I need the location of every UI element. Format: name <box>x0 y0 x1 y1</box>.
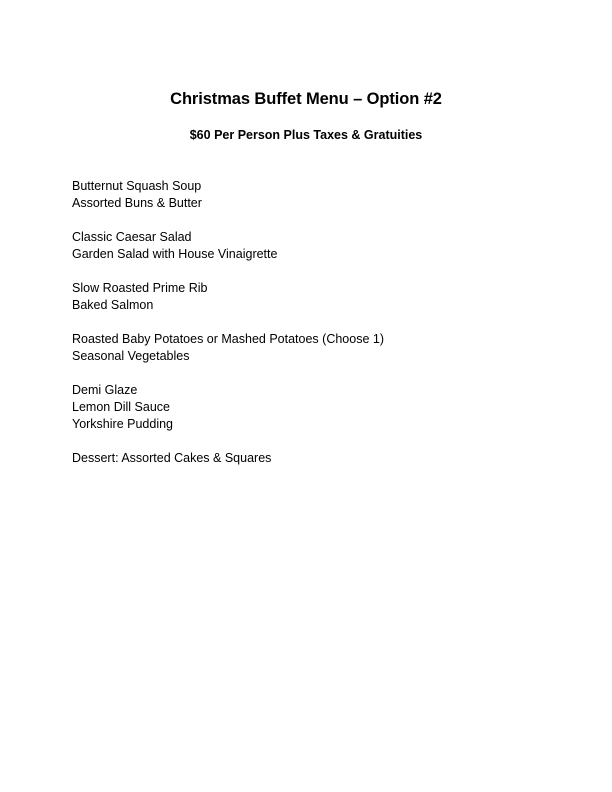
menu-list <box>72 178 552 484</box>
menu-item: Classic Caesar Salad <box>72 230 192 244</box>
menu-item: Roasted Baby Potatoes or Mashed Potatoes (Choose 1) <box>72 332 384 346</box>
menu-title: Christmas Buffet Menu – Option #2 <box>170 90 442 108</box>
menu-item: Slow Roasted Prime Rib <box>72 281 208 295</box>
menu-group-sauces <box>72 382 552 433</box>
menu-item: Baked Salmon <box>72 298 154 312</box>
menu-item: Butternut Squash Soup <box>72 179 202 193</box>
menu-group-sides <box>72 331 552 365</box>
menu-item: Demi Glaze <box>72 383 138 397</box>
menu-group-soup-bread <box>72 178 552 212</box>
menu-item: Seasonal Vegetables <box>72 349 190 363</box>
menu-item: Garden Salad with House Vinaigrette <box>72 247 278 261</box>
menu-group-salads <box>72 229 552 263</box>
menu-item: Yorkshire Pudding <box>72 417 173 431</box>
menu-item: Dessert: Assorted Cakes & Squares <box>72 451 272 465</box>
menu-item: Assorted Buns & Butter <box>72 196 202 210</box>
menu-item: Lemon Dill Sauce <box>72 400 170 414</box>
price-subtitle: $60 Per Person Plus Taxes & Gratuities <box>189 128 423 142</box>
menu-group-dessert <box>72 450 552 467</box>
menu-group-mains <box>72 280 552 314</box>
